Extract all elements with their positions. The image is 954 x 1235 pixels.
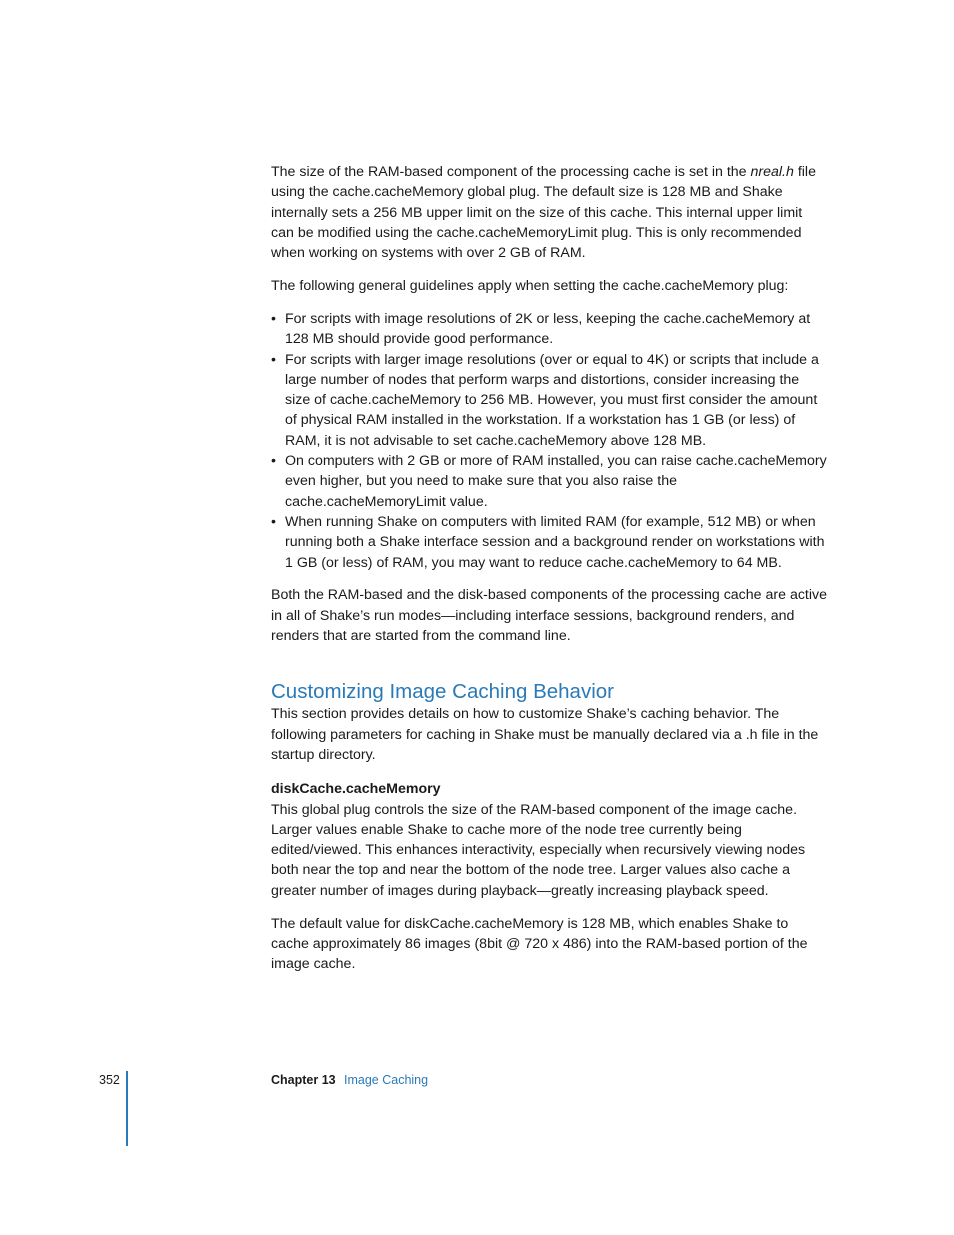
intro-paragraph-filename: nreal.h [750, 164, 794, 180]
chapter-title: Image Caching [344, 1073, 429, 1087]
page-number: 352 [99, 1073, 120, 1087]
chapter-label: Chapter 13 [271, 1073, 336, 1087]
intro-paragraph-text-end: file using the cache.cacheMemory global plug. The default size is 128 MB and Shake internally sets a 256 MB upper limit on the size of this cache. This internal upper limit can be modified using the cache.cacheMemoryLimit plug. This is only recommended when working on systems with over 2 GB of RAM. [271, 164, 816, 262]
list-item: • For scripts with larger image resolutions (over or equal to 4K) or scripts that include a large number of nodes that perform warps and distortions, consider increasing the size of cache.cacheMemory to 256 MB. However, you must first consider the amount of physical RAM installed in the workstation. If a workstation has 1 GB (or less) of RAM, it is not advisable to set cache.cacheMemory above 128 MB. [271, 350, 827, 451]
guidelines-intro: The following general guidelines apply when setting the cache.cacheMemory plug: [271, 278, 789, 295]
parameter-description: This global plug controls the size of the RAM-based component of the image cache. Larger values enable Shake to cache more of the node tree currently being edited/viewed. This enhances interactivity, especially when recursively viewing nodes both near the top and near the bottom of the node tree. Larger values also cache a greater number of images during playback—greatly increasing playback speed. [271, 801, 806, 899]
intro-paragraph-text-start: The size of the RAM-based component of the processing cache is set in the [271, 164, 751, 180]
list-item: • On computers with 2 GB or more of RAM installed, you can raise cache.cacheMemory even higher, but you need to make sure that you also raise the cache.cacheMemoryLimit value. [271, 451, 827, 512]
run-modes-paragraph: Both the RAM-based and the disk-based components of the processing cache are active in all of Shake’s run modes—including interface sessions, background renders, and renders that are started from the command line. [271, 587, 828, 645]
section-heading: Customizing Image Caching Behavior [271, 680, 614, 704]
page-content [271, 162, 827, 987]
guidelines-list [271, 309, 827, 573]
list-item: • For scripts with image resolutions of 2K or less, keeping the cache.cacheMemory at 128 MB should provide good performance. [271, 309, 827, 350]
list-item: • When running Shake on computers with limited RAM (for example, 512 MB) or when running both a Shake interface session and a background render on workstations with 1 GB (or less) of RAM, you may want to reduce cache.cacheMemory to 64 MB. [271, 512, 827, 573]
parameter-default: The default value for diskCache.cacheMemory is 128 MB, which enables Shake to cache approximately 86 images (8bit @ 720 x 486) into the RAM-based portion of the image cache. [271, 915, 808, 973]
footer-rule [126, 1071, 128, 1146]
parameter-heading: diskCache.cacheMemory [271, 781, 441, 798]
section-intro: This section provides details on how to customize Shake’s caching behavior. The following parameters for caching in Shake must be manually declared via a .h file in the startup directory. [271, 706, 819, 763]
intro-paragraph [271, 162, 827, 263]
